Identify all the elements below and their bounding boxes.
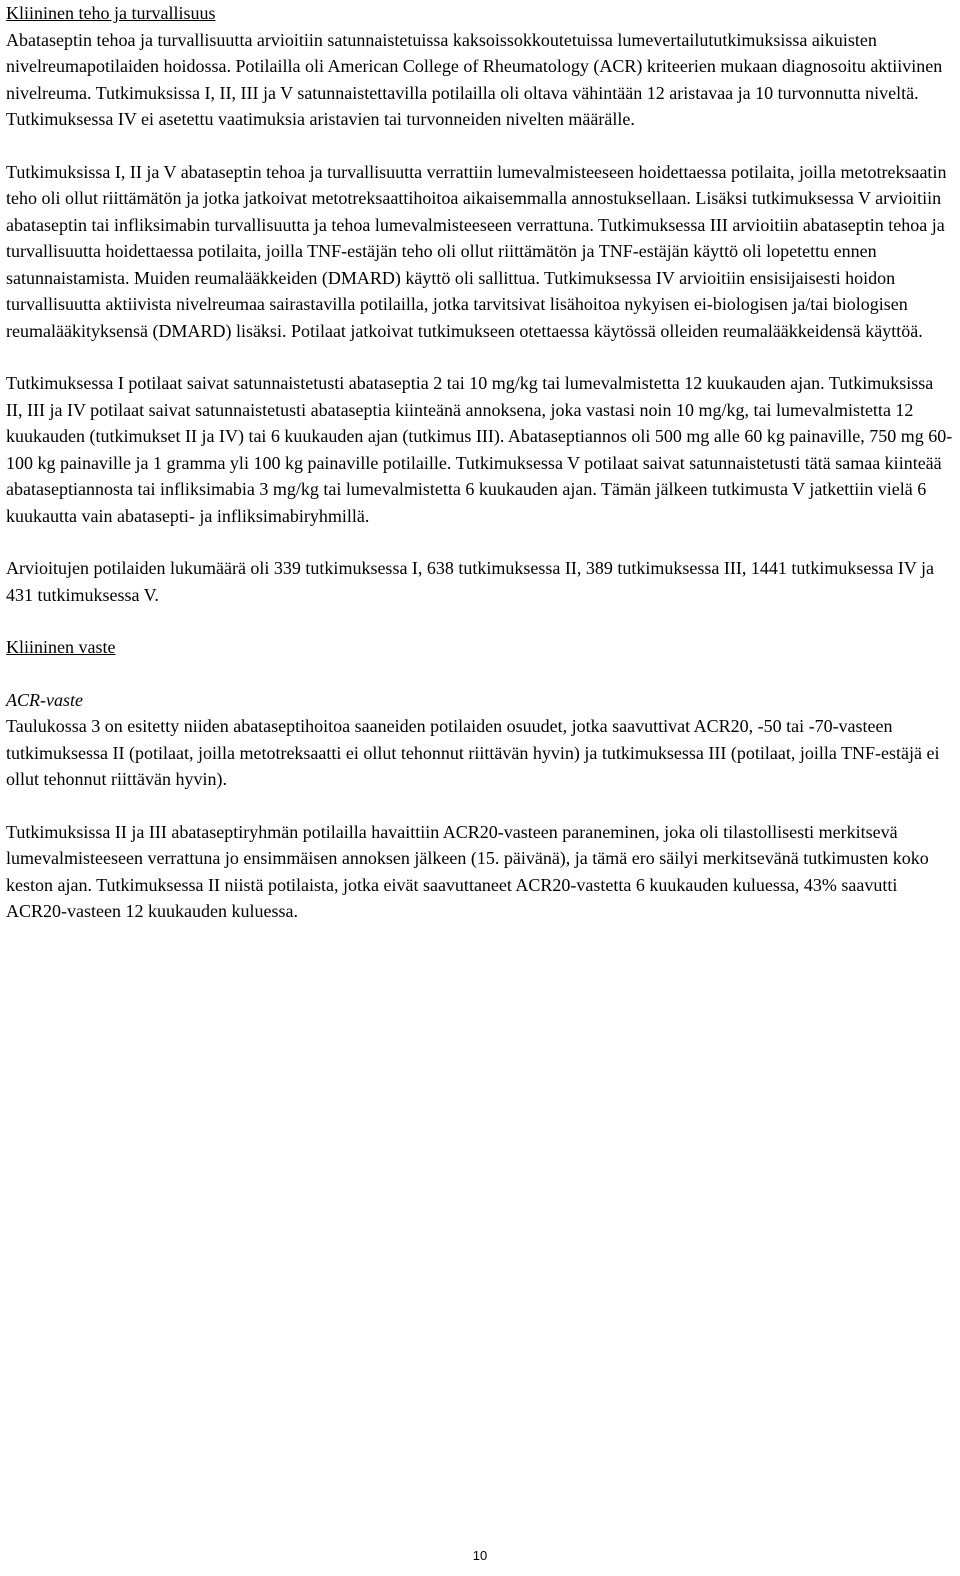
paragraph-study-comparisons: Tutkimuksissa I, II ja V abataseptin tehoa ja turvallisuutta verrattiin lumevalmisteeseen hoidettaessa potilaita, joilla metotreksaatin teho oli ollut riittämätön ja jotka jatkoivat metotreksaattihoitoa aikaisemmalla annostuksellaan. Lisäksi tutkimuksessa V arvioitiin abataseptin tai infliksimabin turvallisuutta ja tehoa lumevalmisteeseen verrattuna. Tutkimuksessa III arvioitiin abataseptin tehoa ja turvallisuutta hoidettaessa potilaita, joilla TNF-estäjän teho oli ollut riittämätön ja TNF-estäjän käyttö oli lopetettu ennen satunnaistamista. Muiden reumalääkkeiden (DMARD) käyttö oli sallittua. Tutkimuksessa IV arvioitiin ensisijaisesti hoidon turvallisuutta aktiivista nivelreumaa sairastavilla potilailla, jotka tarvitsivat lisähoitoa nykyisen ei-biologisen ja/tai biologisen reumalääkityksensä (DMARD) lisäksi. Potilaat jatkoivat tutkimukseen otettaessa käytössä olleiden reumalääkkeidensä käyttöä. bbox=[6, 161, 947, 341]
document-page bbox=[6, 0, 954, 925]
paragraph-acr20-improvement: Tutkimuksissa II ja III abataseptiryhmän potilailla havaittiin ACR20-vasteen paraneminen, joka oli tilastollisesti merkitsevä lumevalmisteeseen verrattuna jo ensimmäisen annoksen jälkeen (15. päivänä), ja tämä ero säilyi merkitsevänä tutkimusten koko keston ajan. Tutkimuksessa II niistä potilaista, jotka eivät saavuttaneet ACR20-vastetta 6 kuukauden kuluessa, 43% saavutti ACR20-vasteen 12 kuukauden kuluessa. bbox=[6, 821, 929, 921]
paragraph-study-design: Abataseptin tehoa ja turvallisuutta arvioitiin satunnaistetuissa kaksoissokkoutetuissa lumevertailututkimuksissa aikuisten nivelreumapotilaiden hoidossa. Potilailla oli American College of Rheumatology (ACR) kriteerien mukaan diagnosoitu aktiivinen nivelreuma. Tutkimuksissa I, II, III ja V satunnaistettavilla potilailla oli oltava vähintään 12 aristavaa ja 10 turvonnutta niveltä. Tutkimuksessa IV ei asetettu vaatimuksia aristavien tai turvonneiden nivelten määrälle. bbox=[6, 29, 943, 129]
paragraph-gap bbox=[6, 529, 954, 555]
subheading-acr-response: ACR-vaste bbox=[6, 689, 83, 710]
paragraph-patient-counts: Arvioitujen potilaiden lukumäärä oli 339 tutkimuksessa I, 638 tutkimuksessa II, 389 tutkimuksessa III, 1441 tutkimuksessa IV ja 431 tutkimuksessa V. bbox=[6, 558, 935, 605]
paragraph-dosing: Tutkimuksessa I potilaat saivat satunnaistetusti abataseptia 2 tai 10 mg/kg tai lumevalmistetta 12 kuukauden ajan. Tutkimuksissa II, III ja IV potilaat saivat satunnaistetusti abataseptia kiinteänä annoksena, joka vastasi noin 10 mg/kg, tai lumevalmistetta 12 kuukauden (tutkimukset II ja IV) tai 6 kuukauden ajan (tutkimus III). Abataseptiannos oli 500 mg alle 60 kg painaville, 750 mg 60-100 kg painaville ja 1 gramma yli 100 kg painaville potilaille. Tutkimuksessa V potilaat saivat satunnaistetusti tätä samaa kiinteää abataseptiannosta tai infliksimabia 3 mg/kg tai lumevalmistetta 6 kuukauden ajan. Tämän jälkeen tutkimusta V jatkettiin vielä 6 kuukautta vain abatasepti- ja infliksimabiryhmillä. bbox=[6, 373, 953, 526]
paragraph-acr-table-reference: Taulukossa 3 on esitetty niiden abataseptihoitoa saaneiden potilaiden osuudet, jotka saavuttivat ACR20, -50 tai -70-vasteen tutkimuksessa II (potilaat, joilla metotreksaatti ei ollut tehonnut riittävän hyvin) ja tutkimuksessa III (potilaat, joilla TNF-estäjä ei ollut tehonnut riittävän hyvin). bbox=[6, 716, 940, 789]
section-heading-clinical-efficacy: Kliininen teho ja turvallisuus bbox=[6, 3, 216, 23]
paragraph-gap bbox=[6, 661, 954, 687]
paragraph-gap bbox=[6, 344, 954, 370]
paragraph-gap bbox=[6, 133, 954, 159]
section-heading-clinical-response: Kliininen vaste bbox=[6, 637, 116, 657]
paragraph-gap bbox=[6, 608, 954, 634]
page-number: 10 bbox=[472, 1548, 488, 1563]
paragraph-gap bbox=[6, 793, 954, 819]
